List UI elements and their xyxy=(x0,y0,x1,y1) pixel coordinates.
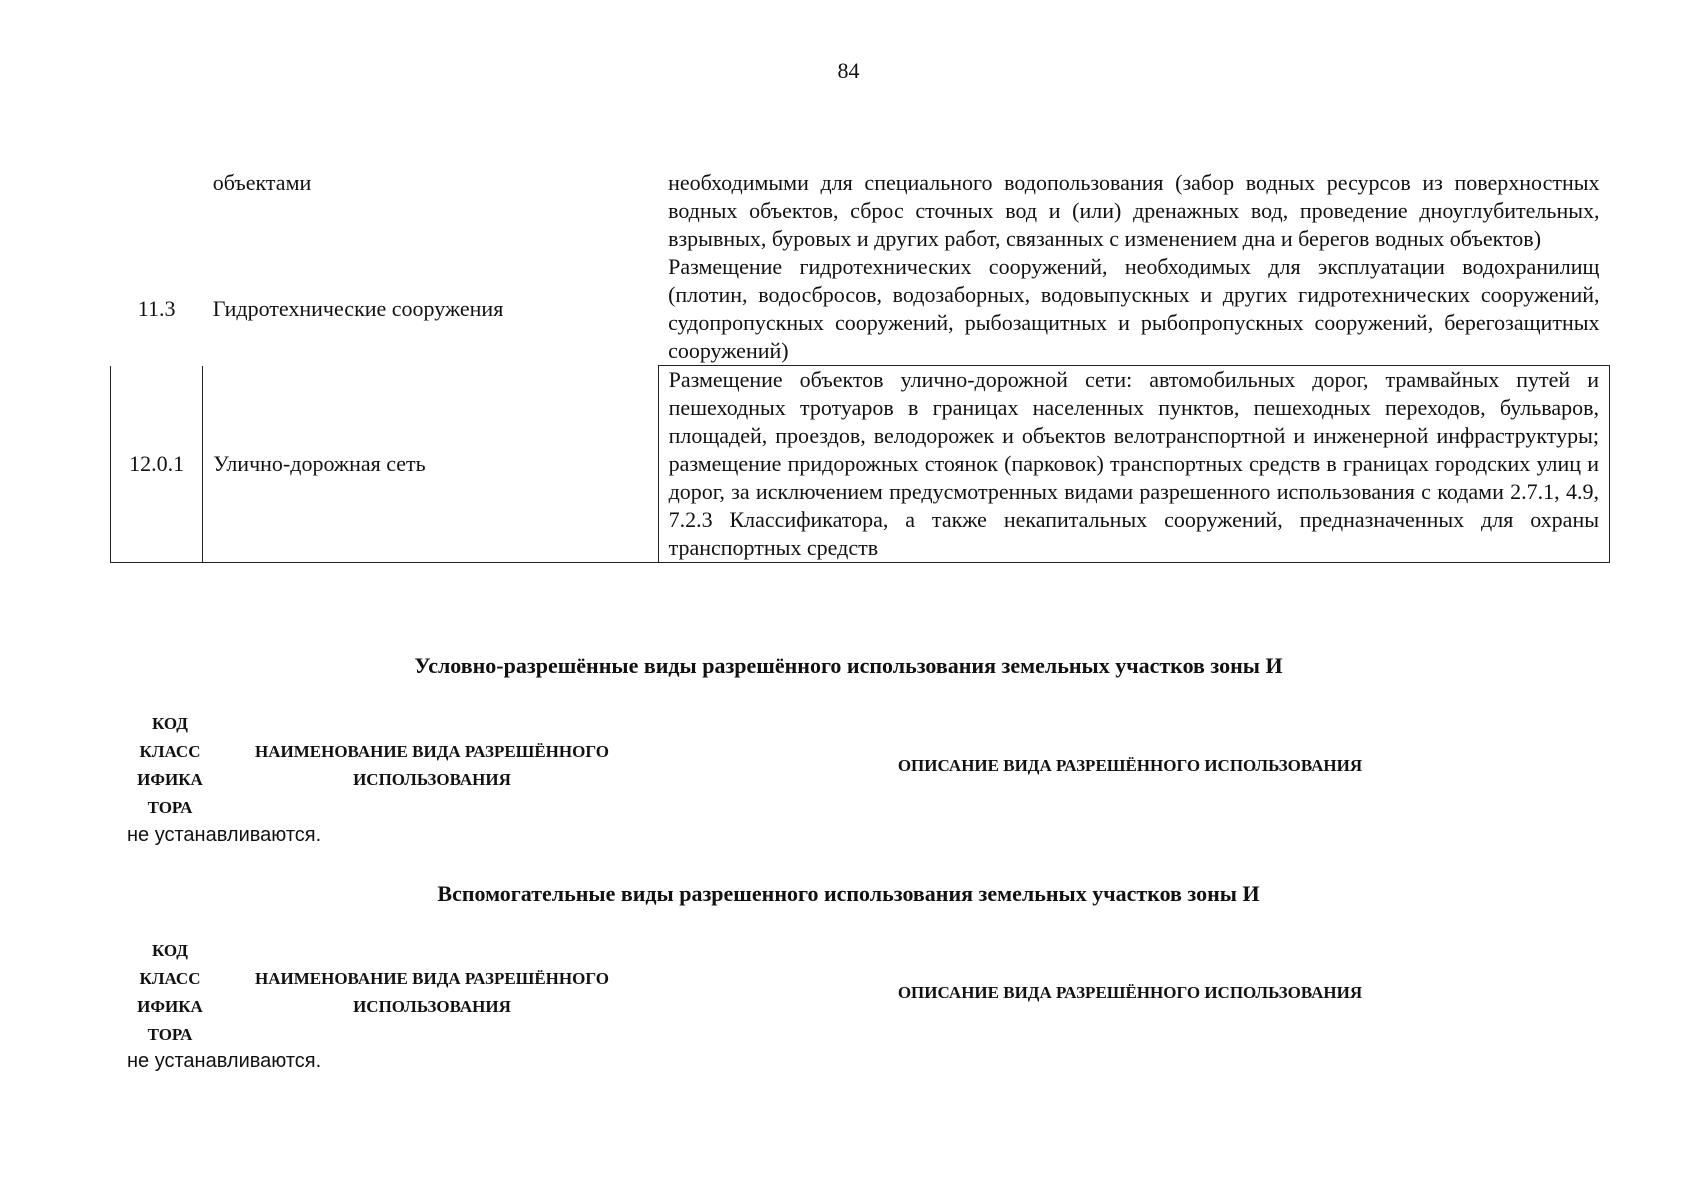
page-number: 84 xyxy=(837,58,860,83)
row-description: необходимыми для специального водопользования (забор водных ресурсов из поверхностных водных объектов, сброс сточных вод и (или) дренажных вод, проведение дноуглубительных, взрывных, буровых и других работ, связанных с изменением дна и берегов водных объектов) xyxy=(668,170,1600,251)
row-name: Улично-дорожная сеть xyxy=(203,366,658,563)
row-description: Размещение гидротехнических сооружений, необходимых для эксплуатации водохранилищ (плотин, водосбросов, водозаборных, водовыпускных и других гидротехнических сооружений, судопропускных сооружений, рыбозащитных и рыбопропускных сооружений, берегозащитных сооружений) xyxy=(668,254,1600,363)
header-code-line: КЛАСС xyxy=(139,969,201,988)
header-name-line: НАИМЕНОВАНИЕ ВИДА РАЗРЕШЁННОГО xyxy=(255,969,609,988)
header-code-line: ИФИКА xyxy=(137,997,203,1016)
header-name-line: ИСПОЛЬЗОВАНИЯ xyxy=(353,997,511,1016)
row-code: 11.3 xyxy=(137,296,176,322)
table-row xyxy=(111,366,1610,563)
row-code xyxy=(111,169,203,253)
auxiliary-section-title: Вспомогательные виды разрешенного использования земельных участков зоны И xyxy=(437,881,1260,906)
header-code-line: КОД xyxy=(152,941,188,960)
row-code: 12.0.1 xyxy=(111,366,203,563)
auxiliary-header-name xyxy=(222,965,642,1021)
header-name-line: ИСПОЛЬЗОВАНИЯ xyxy=(353,770,511,789)
header-code-line: ИФИКА xyxy=(137,770,203,789)
row-name: Гидротехнические сооружения xyxy=(212,296,504,322)
conditional-header-description: ОПИСАНИЕ ВИДА РАЗРЕШЁННОГО ИСПОЛЬЗОВАНИЯ xyxy=(897,756,1363,775)
row-description: Размещение объектов улично-дорожной сети: автомобильных дорог, трамвайных путей и пешеходных тротуаров в границах населенных пунктов, пешеходных переходов, бульваров, площадей, проездов, велодорожек и объектов велотранспортной и инженерной инфраструктуры; размещение придорожных стоянок (парковок) транспортных средств в границах городских улиц и дорог, за исключением предусмотренных видами разрешенного использования с кодами 2.7.1, 4.9, 7.2.3 Классификатора, а также некапитальных сооружений, предназначенных для охраны транспортных средств xyxy=(658,366,1609,563)
header-name-line: НАИМЕНОВАНИЕ ВИДА РАЗРЕШЁННОГО xyxy=(255,742,609,761)
header-code-line: ТОРА xyxy=(147,798,193,817)
auxiliary-note: не устанавливаются. xyxy=(127,1050,322,1072)
auxiliary-header-description: ОПИСАНИЕ ВИДА РАЗРЕШЁННОГО ИСПОЛЬЗОВАНИЯ xyxy=(897,983,1363,1002)
header-code-line: КЛАСС xyxy=(139,742,201,761)
land-use-table xyxy=(110,169,1610,563)
table-row xyxy=(111,169,1610,253)
auxiliary-header-code xyxy=(125,937,215,1049)
conditional-note: не устанавливаются. xyxy=(127,824,322,846)
table-row xyxy=(111,253,1610,366)
conditional-header-name xyxy=(222,738,642,794)
header-code-line: ТОРА xyxy=(147,1025,193,1044)
header-code-line: КОД xyxy=(152,714,188,733)
conditional-header-code xyxy=(125,710,215,822)
conditional-section-title: Условно-разрешённые виды разрешённого использования земельных участков зоны И xyxy=(414,653,1283,678)
row-name: объектами xyxy=(212,170,312,195)
